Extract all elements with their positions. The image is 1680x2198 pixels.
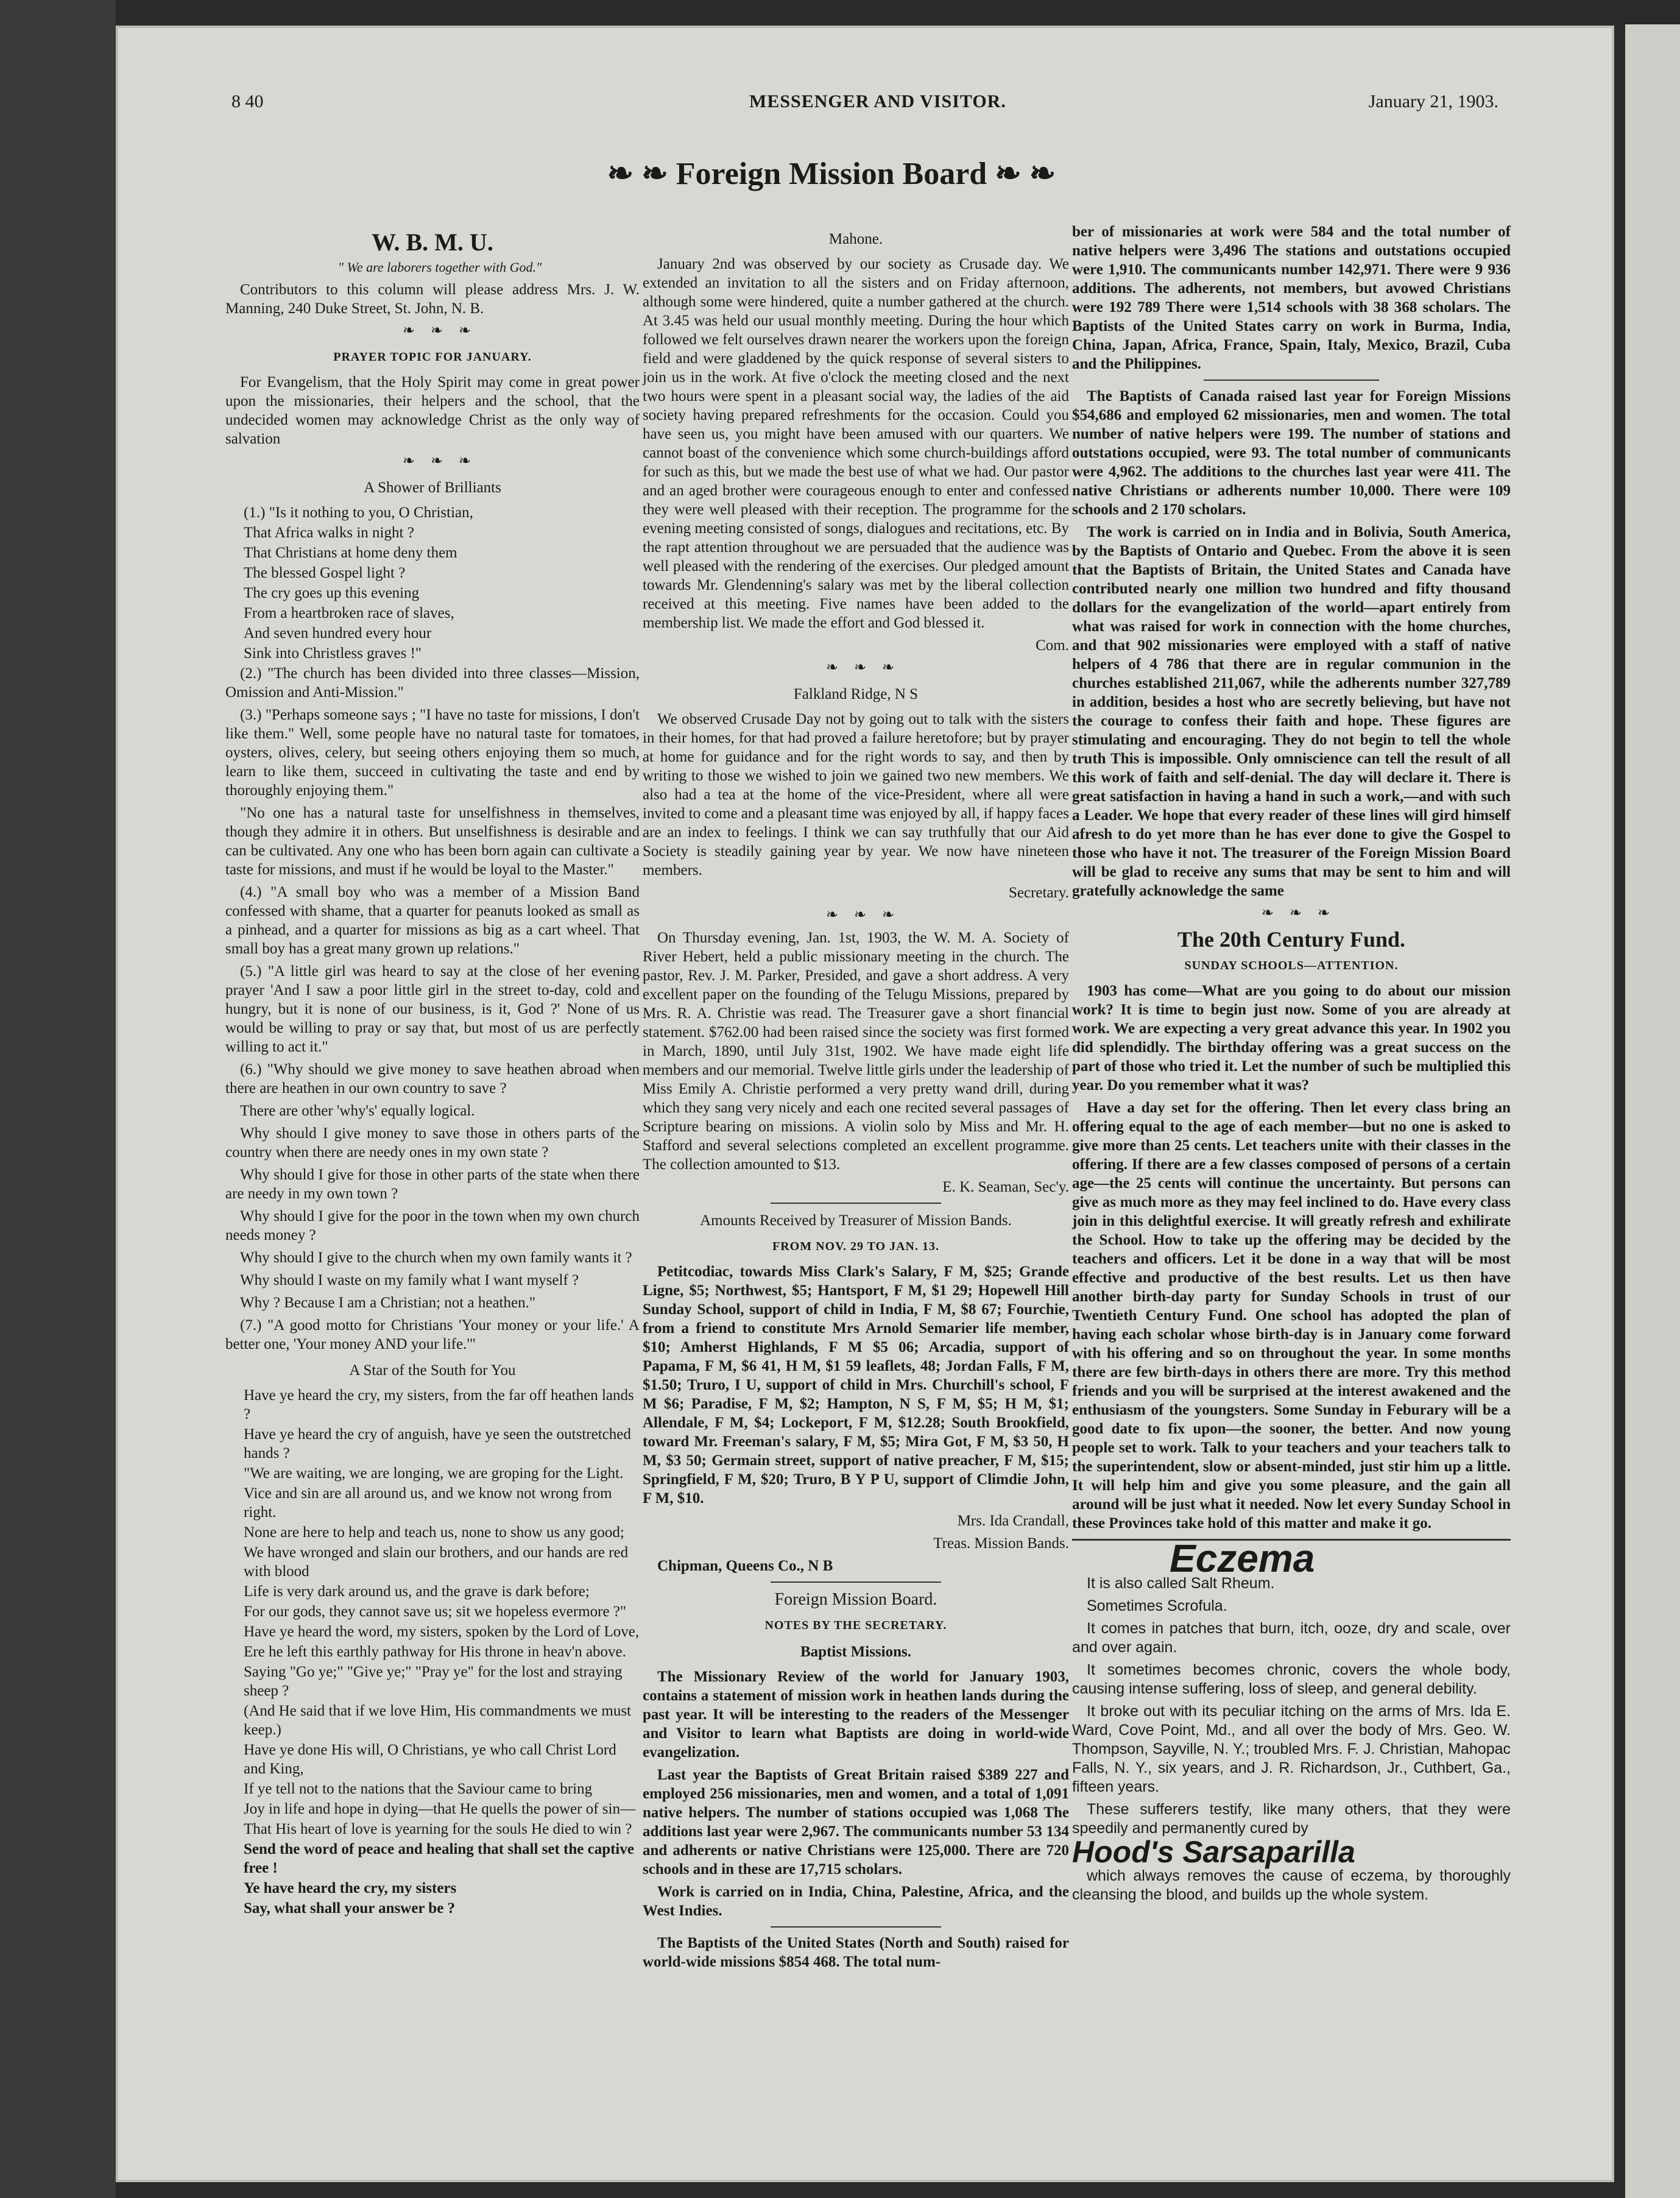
paragraph: There are other 'why's' equally logical.	[240, 1103, 475, 1119]
paragraph: Have a day set for the offering. Then let every class bring an offering equal to the age of each member—but no one is asked to give more than 25 cents. Let teachers unite with their classes in the offering. If there are a few classes composed of persons of a certain age—the 25 cents will continue the uncertainty. But persons can give as much more as they may feel inclined to do. Have every class join in this delightful exercise. It will greatly refresh and exhilirate the School. How to take up the offering may be decided by the teachers and officers. Let it be done in a way that will be most effective and productive of the best results. Let us then have another birth-day party for Sunday Schools in trust of our Twentieth Century Fund. One school has adopted the plan of having each scholar whose birth-day is in January come forward with his offering and so on throughout the year. In some months there are few birth-days in others there are more. Try this method friends and you will be surprised at the interest awakened and the enthusiasm of the youngsters. Some Sunday in Feburary will be a good date to fix upon—the sooner, the better. And now young people set to work. Talk to your teachers and your teachers talk to the superintendent, slow or absent-minded, just stir him up a little. It will help him and give you some pleasure, and the gain all around will be just what it needed. Now let every Sunday School in these Provinces take hold of this matter and make it go.	[1072, 1100, 1511, 1532]
amounts-list: Petitcodiac, towards Miss Clark's Salary, F M, $25; Grande Ligne, $5; Northwest, $5; Hantsport, F M, $1 29; Hopewell Hill Sunday School, support of child in India, F M, $8 67; Fourchie, from a friend to constitute Mrs Arnold Semarier life member, $10; Amherst Highlands, F M $5 06; Arcadia, support of Papama, F M, $6 41, H M, $1 59 leaflets, 48; Jordan Falls, F M, $1.50; Truro, I U, support of child in Mrs. Churchill's school, F M $6; Paradise, F M, $2; Hampton, N S, F M, $5; H M, $1; Allendale, F M, $4; Lockeport, F M, $12.28; South Brookfield, toward Mr. Freeman's salary, F M, $5; Mira Got, F M, $3 50, H M, $3 50; Germain street, support of native preacher, F M, $15; Springfield, F M, $20; Truro, B Y P U, support of Climdie John, F M, $10.	[643, 1263, 1069, 1507]
paragraph: Why should I give for the poor in the town when my own church needs money ?	[225, 1208, 640, 1243]
poem-star	[225, 1386, 640, 1918]
paragraph: The Baptists of Canada raised last year for Foreign Missions $54,686 and employed 62 missionaries, men and women. The total number of native helpers were 199. The number of stations and outstations occupied, were 93. The total number of communicants were 4,962. The additions to the churches last year were 411. The native Christians or adherents number 10,000. There were 109 schools and 2 170 scholars.	[1072, 388, 1511, 518]
masthead: MESSENGER AND VISITOR.	[749, 91, 1006, 111]
poem-line: That Africa walks in night ?	[244, 525, 414, 541]
column-1	[225, 225, 640, 1919]
banner-ornament-left: ❧ ❧	[607, 157, 668, 191]
ad-line: which always removes the cause of eczema, by thoroughly cleansing the blood, and builds up the whole system.	[1072, 1867, 1511, 1903]
poem-line: Ere he left this earthly pathway for His throne in heav'n above.	[244, 1644, 626, 1660]
poem-line: Send the word of peace and healing that shall set the captive free !	[244, 1841, 634, 1876]
poem-line: None are here to help and teach us, none to show us any good;	[244, 1524, 624, 1541]
poem-line: Have ye heard the cry, my sisters, from the far off heathen lands ?	[244, 1387, 634, 1422]
ad-line: It sometimes becomes chronic, covers the whole body, causing intense suffering, loss of sleep, and general debility.	[1072, 1661, 1511, 1697]
ad-title: Eczema	[1170, 1536, 1315, 1580]
signature: Mrs. Ida Crandall,	[957, 1513, 1069, 1529]
page-header	[231, 91, 1498, 116]
falkland-report: We observed Crusade Day not by going out to talk with the sisters in their homes, for that had proved a failure heretofore; but by prayer at home for guidance and for the right words to say, and then by writing to those we wished to join we gained two new members. We also had a tea at the home of the vice-President, where all were invited to come and a pleasant time was enjoyed by all, if happy faces are an index to feelings. I think we can say truthfully that our Aid Society is steadily gaining year by year. We now have nineteen members.	[643, 711, 1069, 878]
poem-line: Life is very dark around us, and the grave is dark before;	[244, 1583, 590, 1600]
poem-line: "We are waiting, we are longing, we are groping for the Light.	[244, 1465, 624, 1482]
column-3	[1072, 222, 1511, 1908]
poem-line: Have ye heard the cry of anguish, have ye seen the outstretched hands ?	[244, 1426, 631, 1461]
paragraph: Why should I give money to save those in others parts of the country when there are needy ones in my own state ?	[225, 1125, 640, 1161]
poem-line: Have ye done His will, O Christians, ye who call Christ Lord and King,	[244, 1742, 616, 1777]
paragraph: "No one has a natural taste for unselfishness in themselves, though they admire it in others. But unselfishness is desirable and can be cultivated. Any one who has been born again can cultivate a taste for missions, and must if he would be loyal to the Master."	[225, 805, 640, 878]
paragraph: (4.) "A small boy who was a member of a Mission Band confessed with shame, that a quarter for peanuts looked as small as a pinhead, and a quarter for missions as big as a cart wheel. That small boy has a great many grown up relations."	[225, 884, 640, 957]
prayer-topic: For Evangelism, that the Holy Spirit may come in great power upon the missionaries, their helpers and the school, that the undecided women may acknowledge Christ as the only way of salvation	[225, 374, 640, 447]
hebert-report: On Thursday evening, Jan. 1st, 1903, the W. M. A. Society of River Hebert, held a public missionary meeting in the church. The pastor, Rev. J. M. Parker, Presided, and gave a short address. A very excellent paper on the founding of the Telugu Missions, prepared by Mrs. R. A. Christie was read. The Treasurer gave a short financial statement. $762.00 had been raised since the society was first formed in March, 1890, until July 31st, 1902. We have made eight life members and our memorial. Twelve little girls under the leadership of Miss Emily A. Christie performed a very pretty wand drill, during which they sang very nicely and each one recited several passages of Scripture bearing on missions. A violin solo by Miss and Mr. H. Stafford and several selections completed an excellent programme. The collection amounted to $13.	[643, 930, 1069, 1173]
issue-date: January 21, 1903.	[1368, 91, 1498, 111]
poem-line: For our gods, they cannot save us; sit we hopeless evermore ?"	[244, 1603, 627, 1620]
poem-line: From a heartbroken race of slaves,	[244, 605, 454, 621]
column-2	[643, 222, 1069, 1975]
poem-line: Say, what shall your answer be ?	[244, 1900, 456, 1917]
prayer-heading: PRAYER TOPIC FOR JANUARY.	[333, 350, 532, 364]
poem-line: Have ye heard the word, my sisters, spoken by the Lord of Love,	[244, 1624, 640, 1640]
place: Chipman, Queens Co., N B	[657, 1558, 833, 1574]
star-heading: A Star of the South for You	[349, 1362, 516, 1379]
ad-line: It broke out with its peculiar itching on the arms of Mrs. Ida E. Ward, Cove Point, Md., and all over the body of Mrs. Geo. W. Thompson, Sayville, N. Y.; troubled Mrs. F. J. Christian, Mahopac Falls, N. Y., six years, and J. R. Richardson, Jr., Cuthbert, Ga., fifteen years.	[1072, 1703, 1511, 1795]
poem-line: Ye have heard the cry, my sisters	[244, 1880, 457, 1896]
falkland-heading: Falkland Ridge, N S	[793, 686, 919, 702]
ornament: ❧ ❧ ❧	[402, 323, 478, 339]
paragraph: (3.) "Perhaps someone says ; "I have no taste for missions, I don't like them." Well, some people have no natural taste for tomatoes, oysters, olives, celery, but seeing others enjoying them so much, learn to like them, succeed in cultivating the taste and end by thoroughly enjoying them."	[225, 707, 640, 799]
paragraph: The Baptists of the United States (North and South) raised for world-wide missions $854 468. The total num-	[643, 1935, 1069, 1970]
wbmu-heading: W. B. M. U.	[372, 228, 493, 256]
paragraph: (7.) "A good motto for Christians 'Your money or your life.' A better one, 'Your money AND your life.'"	[225, 1317, 640, 1352]
poem-line: We have wronged and slain our brothers, and our hands are red with blood	[244, 1544, 629, 1580]
poem-africa	[225, 503, 640, 663]
ad-line: These sufferers testify, like many others, that they were speedily and permanently cured by	[1072, 1801, 1511, 1837]
divider	[771, 1203, 941, 1204]
paragraph: 1903 has come—What are you going to do about our mission work? It is time to begin just now. Some of you are already at work. We are expecting a very great advance this year. In 1902 you did splendidly. The birthday offering was a great success on the part of those who tried it. Let the number of such be multiplied this year. Do you remember what it was?	[1072, 983, 1511, 1094]
eczema-advertisement	[1072, 1536, 1511, 1904]
poem-line: And seven hundred every hour	[244, 625, 432, 641]
mahone-heading: Mahone.	[828, 231, 883, 247]
poem-line: Vice and sin are all around us, and we know not wrong from right.	[244, 1485, 612, 1521]
paragraph: The Missionary Review of the world for January 1903, contains a statement of mission work in heathen lands during the past year. It will be interesting to the readers of the Messenger and Visitor to learn what Baptists are doing in world-wide evangelization.	[643, 1669, 1069, 1761]
paragraph: Why should I waste on my family what I want myself ?	[240, 1272, 579, 1288]
ad-line: It is also called Salt Rheum.	[1087, 1575, 1275, 1592]
divider	[1204, 380, 1379, 381]
poem-line: Sink into Christless graves !"	[244, 645, 422, 662]
paragraph: Last year the Baptists of Great Britain raised $389 227 and employed 256 missionaries, men and women, and a total of 1,091 native helpers. The number of stations occupied was 1,068 The additions last year were 2,967. The communicants number 53 134 and adherents or native Christians were 125,000. There are 720 schools and in these are 17,715 scholars.	[643, 1767, 1069, 1878]
paragraph: (6.) "Why should we give money to save heathen abroad when there are heathen in our own country to save ?	[225, 1061, 640, 1097]
ad-brand: Hood's Sarsaparilla	[1072, 1835, 1355, 1869]
ad-line: It comes in patches that burn, itch, ooze, dry and scale, over and over again.	[1072, 1620, 1511, 1656]
signature: Com.	[1036, 637, 1069, 654]
fmb-heading: Foreign Mission Board.	[774, 1590, 937, 1609]
mahone-report: January 2nd was observed by our society as Crusade day. We extended an invitation to all the sisters and on Friday afternoon, although some were hindered, quite a number gathered at the church. At 3.45 was held our usual monthly meeting. During the hour which followed we felt ourselves drawn nearer the workers upon the foreign field and were gladdened by the quick response of several sisters to join us in the work. At five o'clock the meeting closed and the next two hours were spent in a pleasant social way, the ladies of the aid society having prepared refreshments for the occasion. Could you have seen us, you might have been amused with our quarters. We cannot boast of the convenience which some church-buildings afford for such as this, but we made the best use of what we had. Our pastor and an aged brother were courageous enough to enter and confessed they were well pleased with their reception. The programme for the evening meeting consisted of songs, dialogues and recitations, etc. By the rapt attention throughout we are persuaded that the audience was well pleased with the rendering of the exercises. Our pledged amount towards Mr. Glendenning's salary was met by the liberal collection received at this meeting. Five names have been added to the membership list. We made the effort and God blessed it.	[643, 256, 1069, 631]
poem-line: The cry goes up this evening	[244, 585, 420, 601]
paragraph: Work is carried on in India, China, Palestine, Africa, and the West Indies.	[643, 1884, 1069, 1919]
poem-line: That Christians at home deny them	[244, 545, 457, 561]
paragraph: Why ? Because I am a Christian; not a heathen."	[240, 1295, 536, 1311]
fund-subheading: SUNDAY SCHOOLS—ATTENTION.	[1184, 959, 1399, 972]
paragraph: (2.) "The church has been divided into three classes—Mission, Omission and Anti-Mission."	[225, 665, 640, 701]
signature: Secretary.	[1008, 885, 1069, 901]
brilliants-heading: A Shower of Brilliants	[364, 479, 501, 496]
fmb-subheading: NOTES BY THE SECRETARY.	[764, 1619, 947, 1632]
amounts-heading: Amounts Received by Treasurer of Mission Bands.	[700, 1212, 1012, 1229]
wbmu-motto: " We are laborers together with God."	[337, 260, 542, 275]
paragraph: ber of missionaries at work were 584 and the total number of native helpers were 3,496 The stations and outstations occupied were 1,910. The communicants number 142,971. There were 9 936 additions. The adherents, not members, but avowed Christians were 192 789 There were 1,514 schools with 38 368 scholars. The Baptists of the United States carry on work in Burma, India, China, Japan, Africa, France, Spain, Italy, Mexico, Brazil, Cuba and the Philippines.	[1072, 224, 1511, 372]
amounts-subheading: FROM NOV. 29 TO JAN. 13.	[772, 1240, 940, 1253]
paragraph: (5.) "A little girl was heard to say at the close of her evening prayer 'And I saw a poor little girl in the street to-day, cold and hungry, but it is none of our business, is it, God ?' None of us would be willing to pray or say that, but most of us are perfectly willing to act it."	[225, 963, 640, 1055]
ornament: ❧ ❧ ❧	[402, 453, 478, 469]
paragraph: The work is carried on in India and in Bolivia, South America, by the Baptists of Ontario and Quebec. From the above it is seen that the Baptists of Britain, the United States and Canada have contributed nearly one million two hundred and fifty thousand dollars for the evangelization of the world—apart entirely from what was raised for work in connection with the home churches, and that 902 missionaries were employed with a staff of native helpers of 4 786 that there are in regular communion in the churches established 211,067, while the adherents number 327,789 in addition, besides a host who are secretly believing, but have not the courage to confess their faith and hope. These figures are stimulating and encouraging. They do not begin to tell the whole truth This is impossible. Only omniscience can tell the result of all this work of faith and self-denial. The day will declare it. There is great satisfaction in having a hand in such a work,—and with such a Leader. We hope that every reader of these lines will gird himself afresh to do yet more than he has ever done to give the Gospel to those who have it not. The treasurer of the Foreign Mission Board will be glad to receive any sums that may be sent to him and will gratefully acknowledge the same	[1072, 524, 1511, 899]
poem-line: (1.) "Is it nothing to you, O Christian,	[244, 504, 473, 521]
ornament: ❧ ❧ ❧	[825, 660, 901, 676]
contributors-note: Contributors to this column will please address Mrs. J. W. Manning, 240 Duke Street, St. John, N. B.	[225, 281, 640, 317]
banner-ornament-right: ❧ ❧	[995, 157, 1056, 191]
adjacent-page-edge	[1625, 24, 1680, 2198]
poem-line: That His heart of love is yearning for the souls He died to win ?	[244, 1821, 632, 1837]
divider	[771, 1581, 941, 1583]
paragraph: Why should I give to the church when my own family wants it ?	[240, 1249, 632, 1266]
ornament: ❧ ❧ ❧	[1261, 905, 1336, 921]
page-number: 8 40	[231, 91, 264, 111]
poem-line: Joy in life and hope in dying—that He quells the power of sin—	[244, 1801, 635, 1817]
ad-line: Sometimes Scrofula.	[1087, 1597, 1227, 1614]
signature: Treas. Mission Bands.	[933, 1535, 1069, 1552]
banner-title: Foreign Mission Board	[676, 157, 987, 191]
fmb-subheading-2: Baptist Missions.	[800, 1644, 911, 1660]
poem-line: (And He said that if we love Him, His commandments we must keep.)	[244, 1703, 631, 1738]
divider	[771, 1926, 941, 1928]
fund-heading: The 20th Century Fund.	[1177, 927, 1406, 952]
section-banner	[573, 155, 1090, 192]
scan-margin	[0, 0, 116, 2198]
poem-line: If ye tell not to the nations that the Saviour came to bring	[244, 1781, 593, 1797]
ornament: ❧ ❧ ❧	[825, 907, 901, 923]
poem-line: Saying "Go ye;" "Give ye;" "Pray ye" for the lost and straying sheep ?	[244, 1664, 623, 1699]
signature: E. K. Seaman, Sec'y.	[942, 1179, 1069, 1195]
paragraph: Why should I give for those in other parts of the state when there are needy in my own town ?	[225, 1167, 640, 1202]
poem-line: The blessed Gospel light ?	[244, 565, 406, 581]
